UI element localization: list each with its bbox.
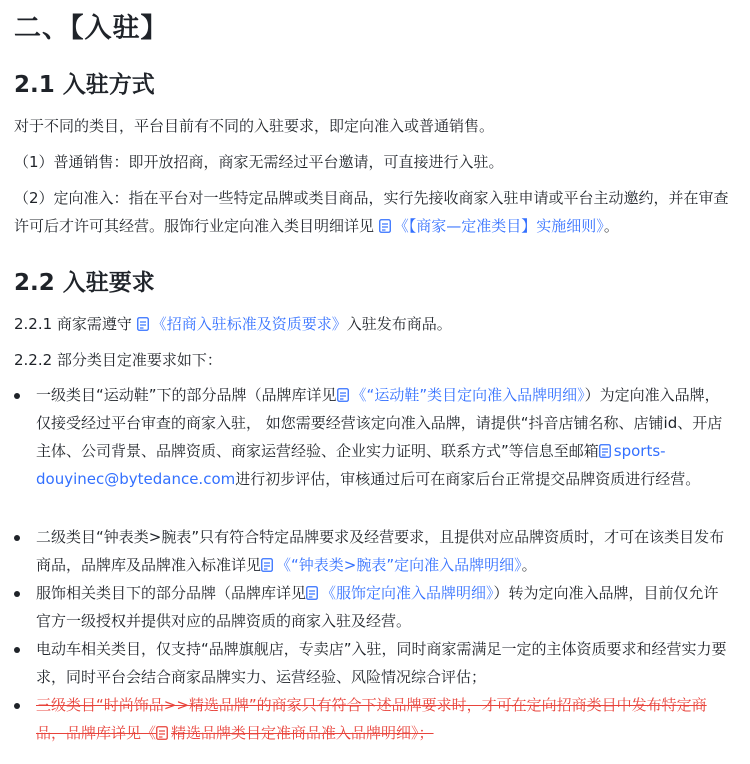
- requirement-end: 入驻发布商品。: [346, 315, 452, 333]
- list-text: 三级类目“时尚饰品>>精选品牌”的商家只有符合下述品牌要求时，才可在定向招商类目中发布特定商品，品牌库详见《: [36, 696, 707, 742]
- list-text: 一级类目“运动鞋”下的部分品牌（品牌库详见: [36, 386, 337, 404]
- document-icon: [137, 317, 149, 331]
- apparel-doc-link[interactable]: [306, 584, 494, 602]
- paragraph-end: 。: [603, 217, 619, 235]
- list-text: 二级类目“钟表类>腕表”只有符合特定品牌要求及经营要求，且提供对应品牌资质时，才可在该类目发布商品，品牌库及品牌准入标准详见: [36, 528, 725, 574]
- bullet-dot: [14, 535, 20, 541]
- subsection-heading-2-1: 2.1 入驻方式: [14, 72, 155, 98]
- list-text: 服饰相关类目下的部分品牌（品牌库详见: [36, 584, 307, 602]
- paragraph-text: （2）定向准入：指在平台对一些特定品牌或类目商品，实行先接收商家入驻申请或平台主动邀约，并在审查许可后才许可其经营。服饰行业定向准入类目明细详见: [14, 189, 729, 235]
- list-item-e-bike: 电动车相关类目，仅支持“品牌旗舰店，专卖店”入驻，同时商家需满足一定的主体资质要求和经营实力要求，同时平台会结合商家品牌实力、运营经验、风险情况综合评估；: [36, 640, 727, 686]
- requirement-2-2-1: [14, 310, 734, 338]
- document-icon: [306, 586, 318, 600]
- list-item-fashion-accessories: [36, 691, 732, 747]
- requirement-2-2-2: 2.2.2 部分类目定准要求如下：: [14, 351, 222, 369]
- link-label: 《招商入驻标准及资质要求》: [151, 315, 347, 333]
- list-text: 》；: [411, 724, 434, 742]
- document-icon: [261, 558, 273, 572]
- document-icon: [156, 726, 168, 740]
- link-label: 《“运动鞋”类目定向准入品牌明细》: [351, 386, 585, 404]
- paragraph-directed-access: [14, 184, 734, 240]
- list-text: 。: [521, 556, 537, 574]
- watches-doc-link[interactable]: [261, 556, 522, 574]
- link-label: 《【商家—定准类目】实施细则》: [393, 217, 604, 235]
- list-text: ）转为定向准入品牌，目前仅允许官方一级授权并提供对应的品牌资质的商家入驻及经营。: [36, 584, 719, 630]
- bullet-dot: [14, 591, 20, 597]
- document-icon: [337, 388, 349, 402]
- requirement-text: 2.2.1 商家需遵守: [14, 315, 132, 333]
- list-item-apparel: [36, 579, 732, 635]
- bullet-dot: [14, 393, 20, 399]
- email-address: sports-douyinec@bytedance.com: [36, 442, 666, 488]
- link-label: 《“钟表类>腕表”定向准入品牌明细》: [276, 556, 522, 574]
- sneakers-doc-link[interactable]: [337, 386, 585, 404]
- list-item-sneakers: [36, 381, 732, 493]
- bullet-dot: [14, 647, 20, 653]
- bullet-dot: [14, 703, 20, 709]
- accessories-doc-link[interactable]: [156, 724, 411, 742]
- list-text: ）为定向准入品牌，仅接受经过平台审查的商家入驻， 如您需要经营该定向准入品牌，请提供“抖音店铺名称、店铺id、开店主体、公司背景、品牌资质、商家运营经验、企业实力证明、联系方式”等信息至邮箱: [36, 386, 723, 460]
- rules-doc-link[interactable]: [379, 217, 604, 235]
- document-icon: [379, 219, 391, 233]
- intro-paragraph: 对于不同的类目，平台目前有不同的入驻要求，即定向准入或普通销售。: [14, 117, 495, 135]
- document-icon: [599, 444, 611, 458]
- subsection-heading-2-2: 2.2 入驻要求: [14, 270, 155, 296]
- link-label: 《服饰定向准入品牌明细》: [321, 584, 494, 602]
- standards-doc-link[interactable]: [137, 315, 347, 333]
- list-text: 进行初步评估，审核通过后可在商家后台正常提交品牌资质进行经营。: [235, 470, 701, 488]
- paragraph-normal-sales: （1）普通销售：即开放招商，商家无需经过平台邀请，可直接进行入驻。: [14, 153, 504, 171]
- list-item-watches: [36, 523, 732, 579]
- section-heading: 二、【入驻】: [14, 13, 169, 44]
- link-label: 精选品牌类目定准商品准入品牌明细: [171, 724, 412, 742]
